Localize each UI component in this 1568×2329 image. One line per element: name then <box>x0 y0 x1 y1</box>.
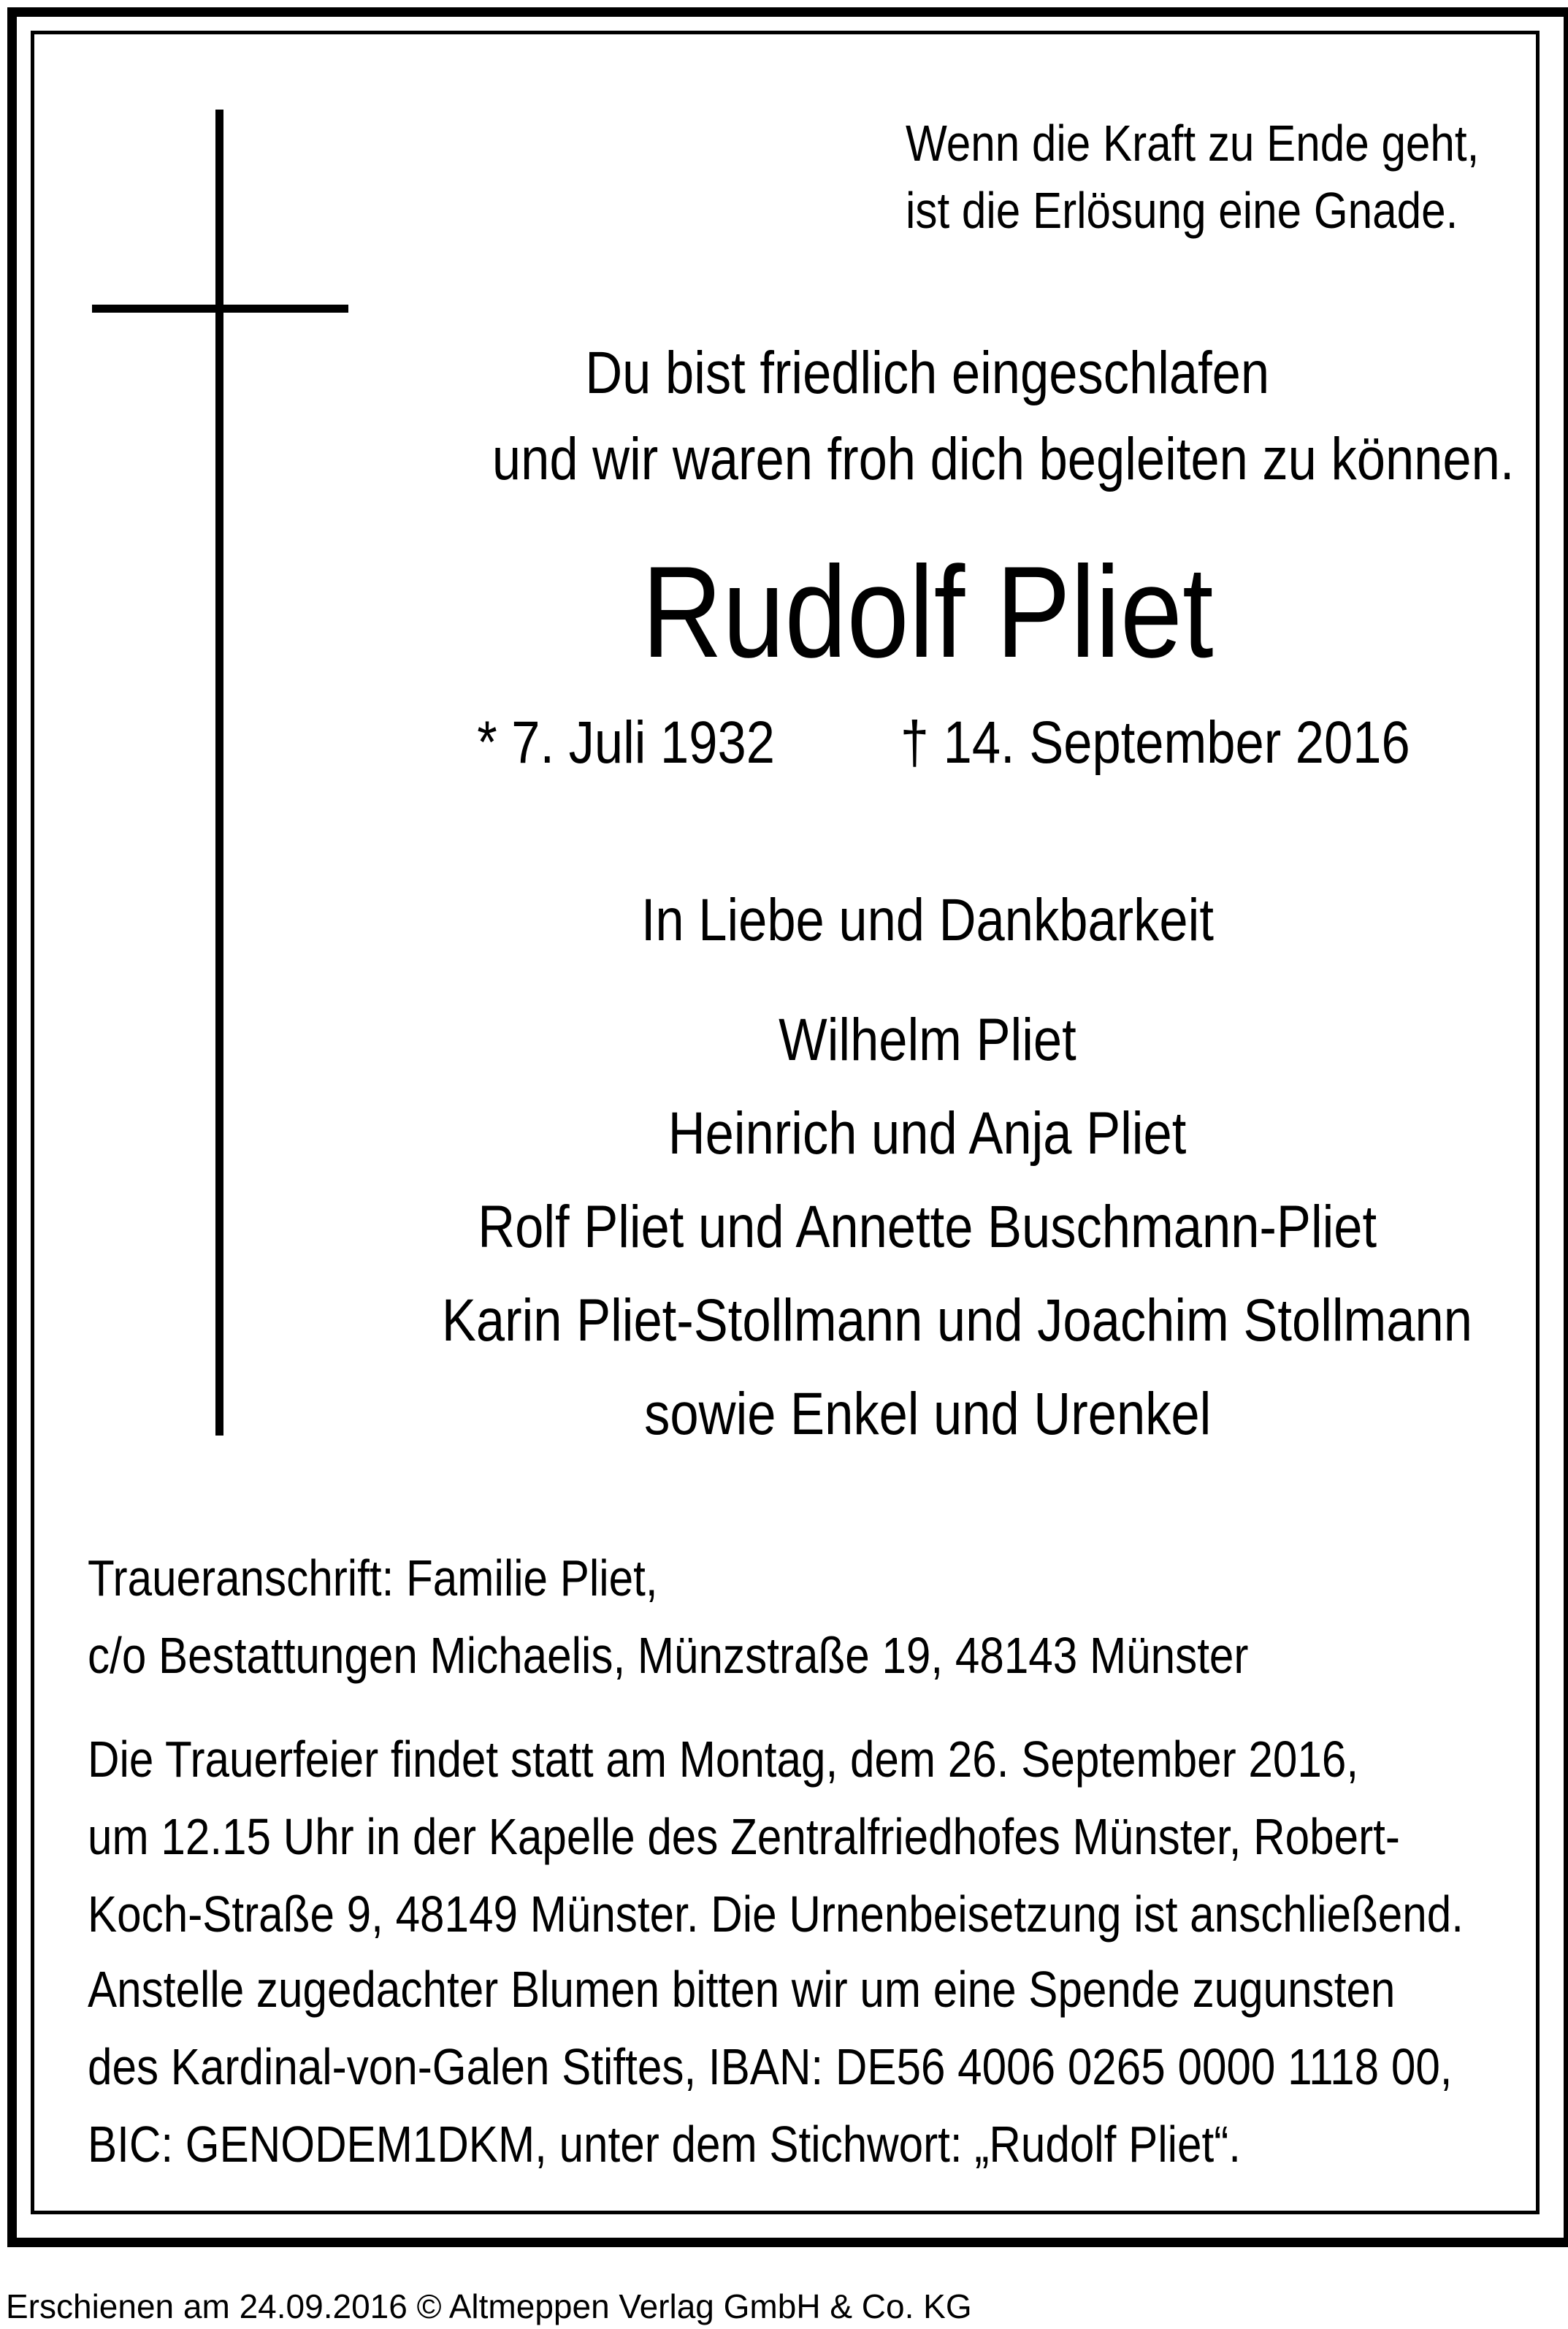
birth-date <box>453 703 799 783</box>
motto-line-1: Wenn die Kraft zu Ende geht, <box>906 115 1480 172</box>
mourning-address <box>88 1539 1437 1694</box>
donation-line-1: Anstelle zugedachter Blumen bitten wir um eine Spende zugunsten <box>88 1961 1396 2018</box>
mourner-item: Heinrich und Anja Pliet <box>668 1100 1187 1167</box>
mourner-item: Karin Pliet-Stollmann und Joachim Stollmann <box>441 1287 1472 1354</box>
mourner-item: Rolf Pliet und Annette Buschmann-Pliet <box>478 1194 1377 1260</box>
birth-date-text: * 7. Juli 1932 <box>477 709 775 776</box>
cross-icon-beam <box>92 305 348 313</box>
death-date <box>859 703 1451 783</box>
donation-line-2: des Kardinal-von-Galen Stiftes, IBAN: DE56 4006 0265 0000 1118 00, <box>88 2038 1453 2095</box>
ceremony-line-1: Die Trauerfeier findet statt am Montag, dem 26. September 2016, <box>88 1731 1359 1788</box>
motto-line-2: ist die Erlösung eine Gnade. <box>906 182 1458 239</box>
donation-info <box>88 1951 1568 2183</box>
verse-line-2: und wir waren froh dich begleiten zu können. <box>492 426 1515 492</box>
verse-line-1: Du bist friedlich eingeschlafen <box>585 340 1270 406</box>
address-line-1: Traueranschrift: Familie Pliet, <box>88 1550 658 1606</box>
dedication-text: In Liebe und Dankbarkeit <box>640 887 1215 953</box>
mourner-item: Wilhelm Pliet <box>779 1007 1076 1073</box>
mourner-item: sowie Enkel und Urenkel <box>643 1381 1212 1447</box>
ceremony-line-3: Koch-Straße 9, 48149 Münster. Die Urnenbeisetzung ist anschließend. <box>88 1886 1464 1943</box>
deceased-name-text: Rudolf Pliet <box>641 539 1214 685</box>
deceased-name <box>409 532 1446 693</box>
donation-line-3: BIC: GENODEM1DKM, unter dem Stichwort: „Rudolf Pliet“. <box>88 2116 1242 2173</box>
publication-footer <box>6 2285 972 2328</box>
death-date-text: † 14. September 2016 <box>900 709 1410 776</box>
motto <box>906 110 1568 244</box>
funeral-ceremony-info <box>88 1720 1568 1953</box>
verse <box>409 330 1515 503</box>
address-line-2: c/o Bestattungen Michaelis, Münzstraße 19, 48143 Münster <box>88 1627 1249 1684</box>
dedication <box>409 880 1446 961</box>
mourners-list <box>358 994 1497 1461</box>
ceremony-line-2: um 12.15 Uhr in der Kapelle des Zentralfriedhofes Münster, Robert- <box>88 1808 1400 1865</box>
footer-text: Erschienen am 24.09.2016 © Altmeppen Verlag GmbH & Co. KG <box>6 2287 972 2325</box>
